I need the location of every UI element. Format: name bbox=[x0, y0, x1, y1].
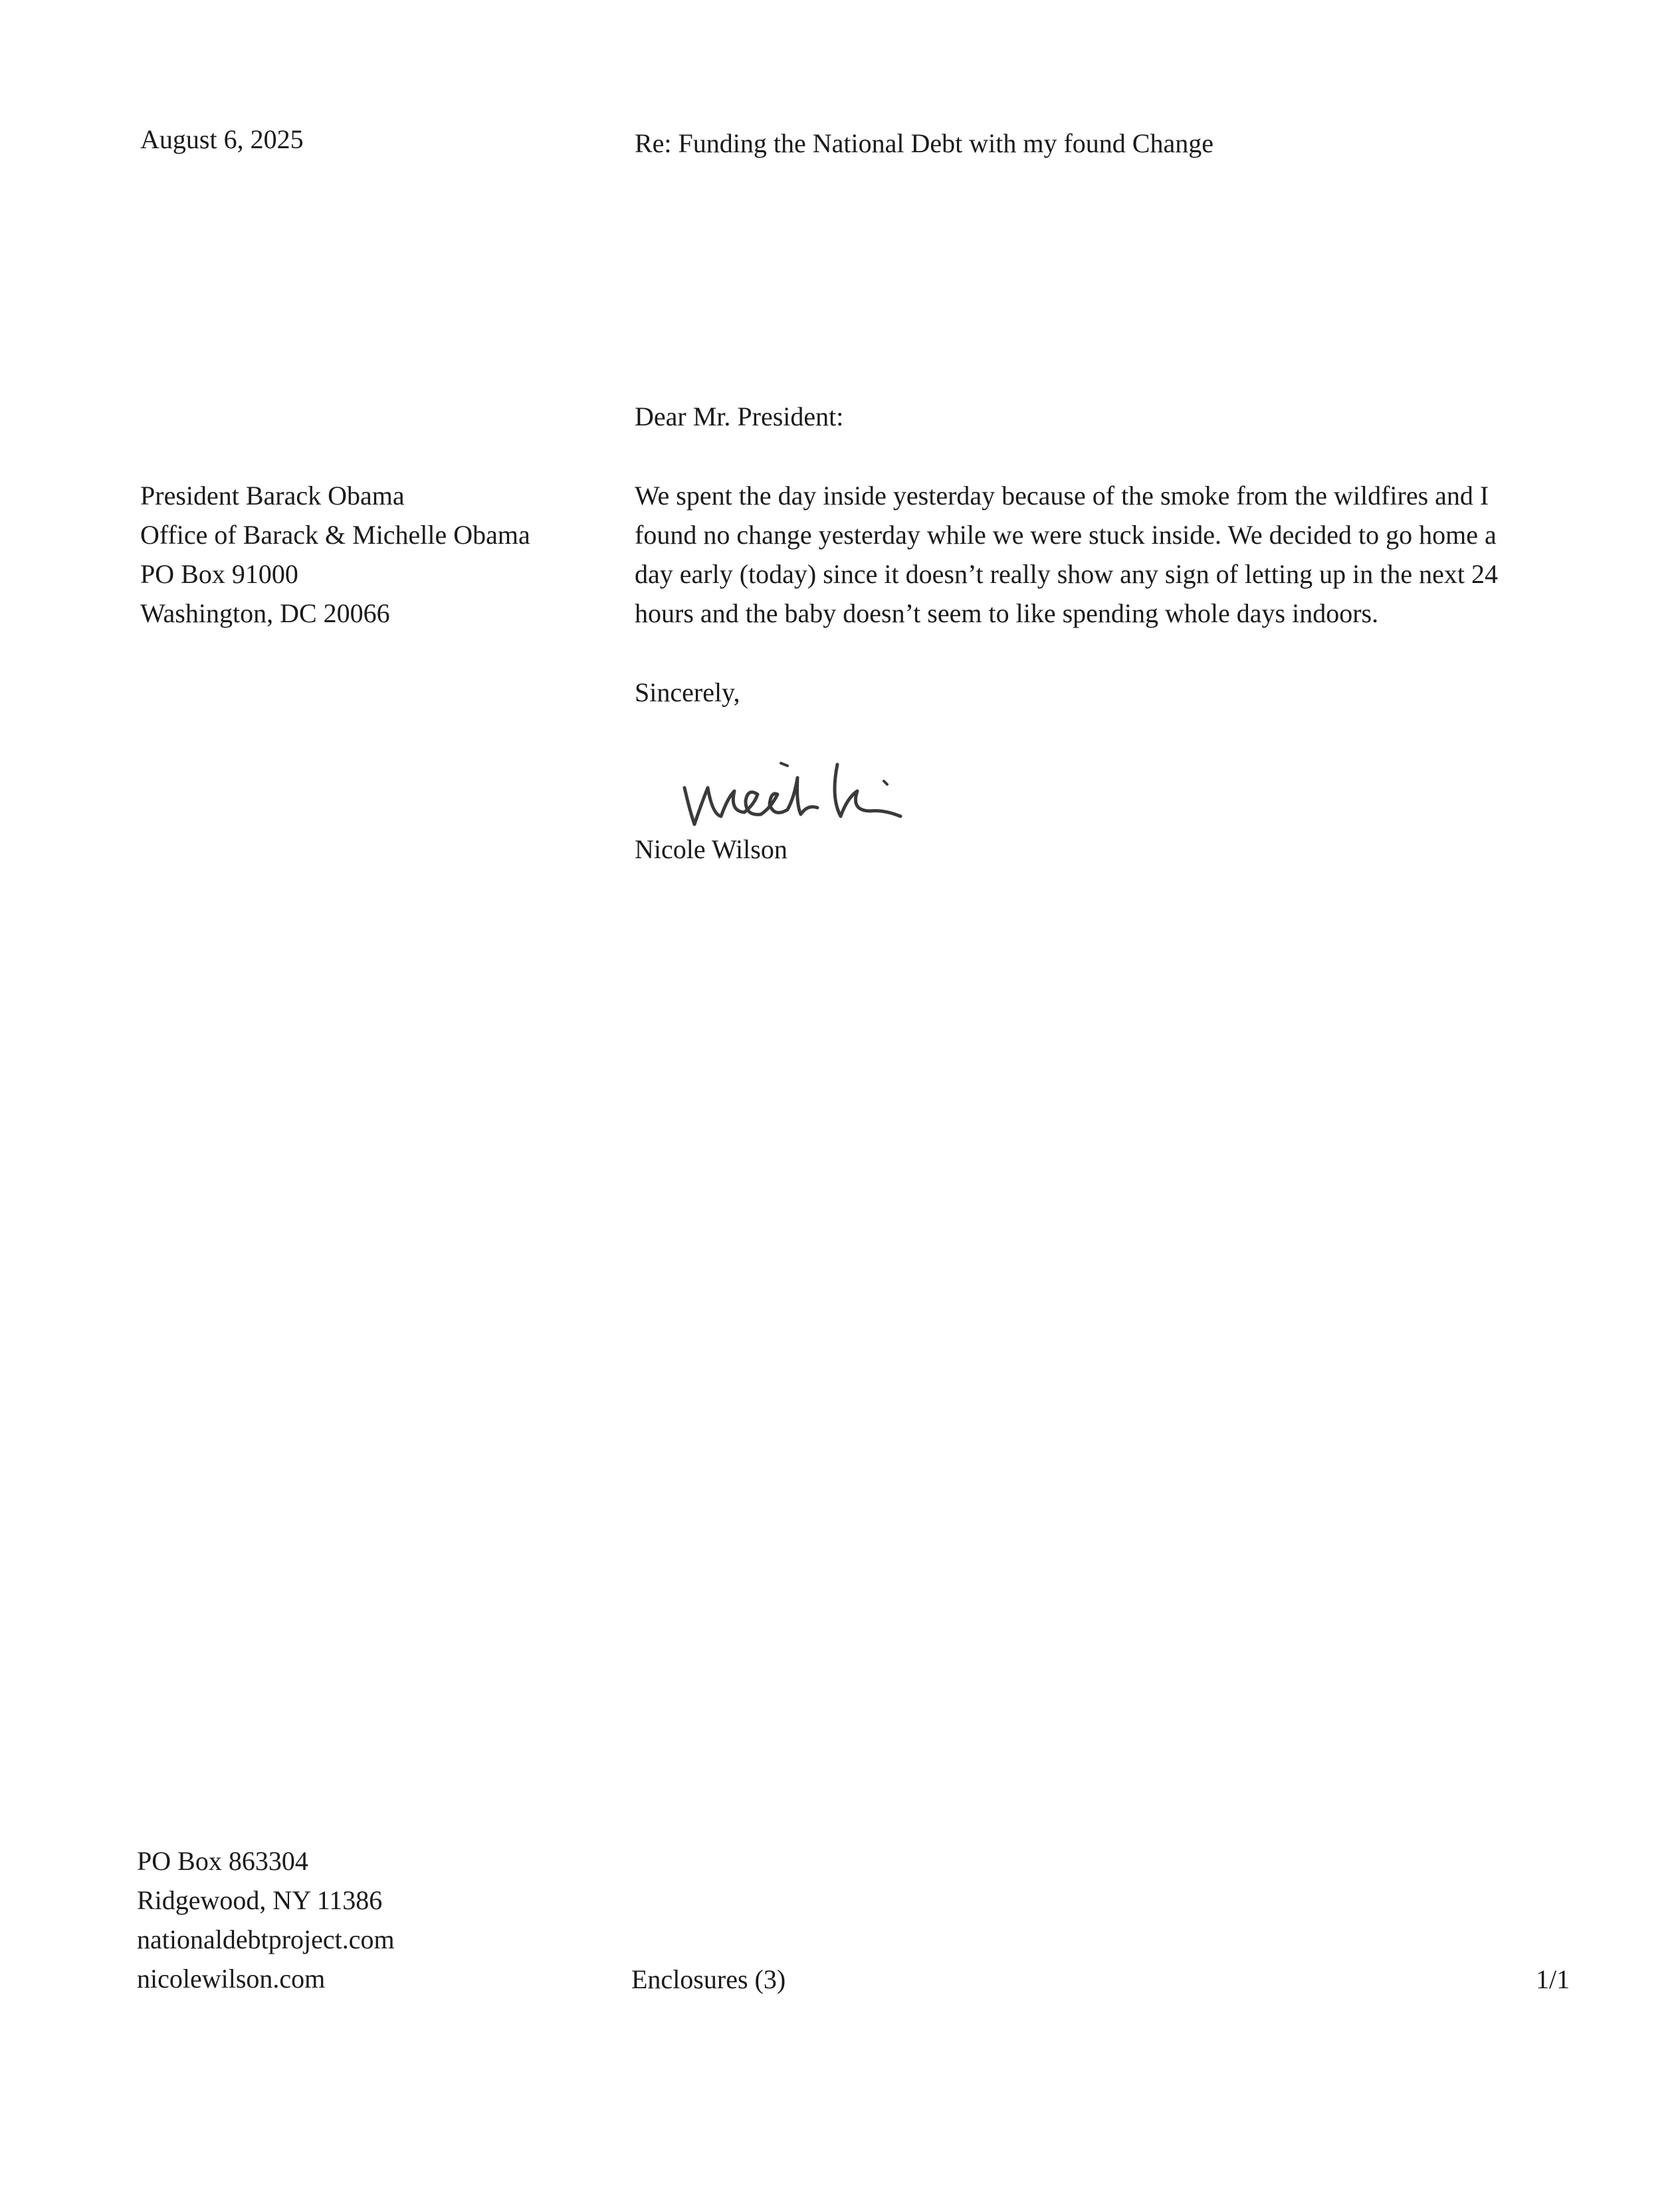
letter-subject: Re: Funding the National Debt with my found Change bbox=[635, 128, 1213, 158]
sender-line: nationaldebtproject.com bbox=[137, 1924, 395, 1954]
recipient-line: President Barack Obama bbox=[140, 481, 405, 511]
body-line: hours and the baby doesn’t seem to like spending whole days indoors. bbox=[635, 598, 1379, 628]
signer-name: Nicole Wilson bbox=[635, 834, 788, 864]
salutation: Dear Mr. President: bbox=[635, 402, 844, 431]
sender-line: Ridgewood, NY 11386 bbox=[137, 1885, 383, 1915]
handwritten-signature bbox=[671, 758, 970, 831]
recipient-line: Washington, DC 20066 bbox=[140, 598, 390, 628]
sender-line: nicolewilson.com bbox=[137, 1964, 326, 1994]
recipient-address bbox=[140, 476, 530, 633]
letter-date: August 6, 2025 bbox=[140, 124, 304, 154]
letter-body bbox=[635, 476, 1498, 633]
sender-line: PO Box 863304 bbox=[137, 1846, 308, 1876]
body-line: day early (today) since it doesn’t really show any sign of letting up in the next 24 bbox=[635, 559, 1498, 589]
body-line: We spent the day inside yesterday because of the smoke from the wildfires and I bbox=[635, 481, 1489, 511]
body-line: found no change yesterday while we were stuck inside. We decided to go home a bbox=[635, 520, 1497, 550]
page-number: 1/1 bbox=[1536, 1964, 1570, 1994]
sender-address bbox=[137, 1841, 395, 1998]
enclosures-note: Enclosures (3) bbox=[631, 1964, 786, 1994]
closing: Sincerely, bbox=[635, 677, 740, 707]
recipient-line: Office of Barack & Michelle Obama bbox=[140, 520, 530, 550]
recipient-line: PO Box 91000 bbox=[140, 559, 298, 589]
